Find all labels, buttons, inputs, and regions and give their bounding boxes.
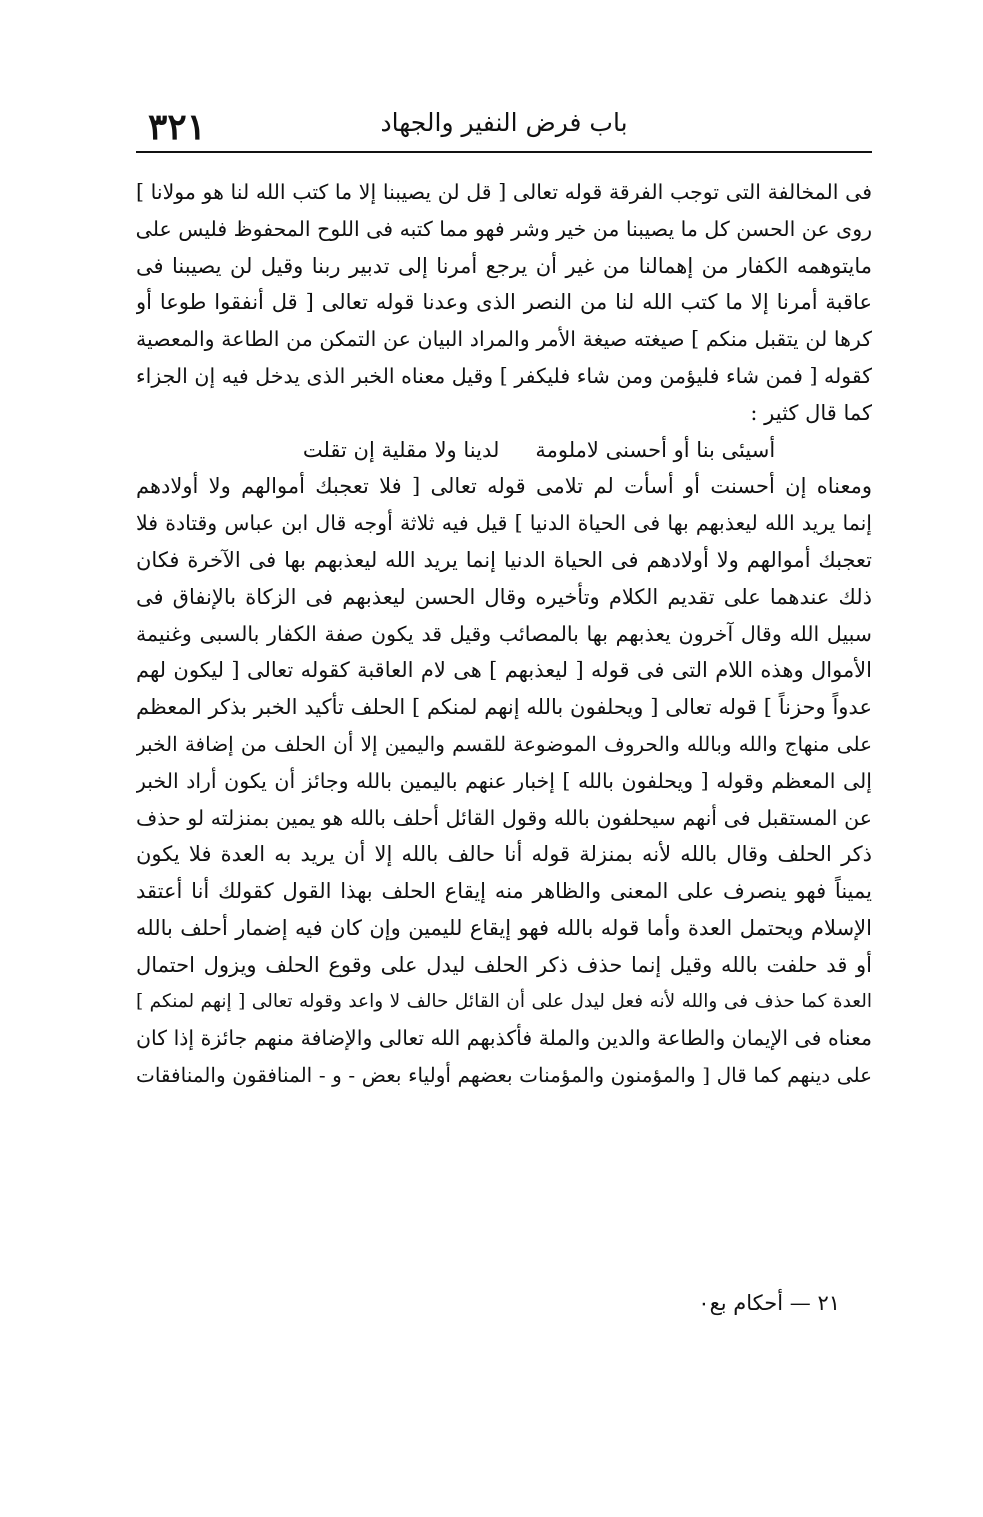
verse-line	[136, 432, 872, 469]
text-line: أو قد حلفت بالله وقيل إنما حذف ذكر الحلف ليدل على وقوع الحلف ويزول احتمال	[136, 952, 872, 977]
text-line: فى المخالفة التى توجب الفرقة قوله تعالى [ قل لن يصيبنا إلا ما كتب الله لنا هو مولانا ]	[136, 180, 872, 204]
text-line: العدة كما حذف فى والله لأنه فعل ليدل على أن القائل حالف لا واعد وقوله تعالى [ إنهم لمنكم ]	[136, 990, 872, 1012]
page-footer-signature: ٢١ — أحكام بع٠	[698, 1291, 840, 1315]
text-line: ذكر الحلف وقال بالله لأنه بمنزلة قوله أنا حالف بالله إلا أن يريد به العدة فلا يكون	[136, 842, 872, 867]
body-text	[136, 174, 872, 1094]
text-line: عدواً وحزناً ] قوله تعالى [ ويحلفون بالله إنهم لمنكم ] الحلف تأكيد الخبر بذكر المعظم	[136, 695, 872, 720]
header-rule	[136, 151, 872, 153]
text-line: مايتوهمه الكفار من إهمالنا من غير أن يرجع أمرنا إلى تدبير ربنا وقيل لن يصيبنا فى	[136, 253, 872, 278]
text-line: على منهاج والله وبالله والحروف الموضوعة للقسم واليمين إلا أن الحلف من إضافة الخبر	[136, 731, 872, 756]
text-line: روى عن الحسن كل ما يصيبنا من خير وشر فهو مما كتبه فى اللوح المحفوظ فليس على	[136, 216, 872, 241]
page-header	[138, 100, 870, 150]
text-line: كما قال كثير :	[750, 400, 872, 425]
running-title: باب فرض النفير والجهاد	[380, 108, 628, 137]
text-line: يميناً فهو ينصرف على المعنى والظاهر منه إيقاع الحلف بهذا القول كقولك أنا أعتقد	[136, 879, 872, 904]
text-line: سبيل الله وقال آخرون يعذبهم بها بالمصائب وقيل قد يكون صفة الكفار بالسبى وغنيمة	[136, 621, 872, 646]
text-line: إلى المعظم وقوله [ ويحلفون بالله ] إخبار عنهم باليمين بالله وجائز أن يكون أراد الخبر	[136, 768, 872, 793]
text-line: الإسلام ويحتمل العدة وأما قوله بالله فهو إيقاع لليمين وإن كان فيه إضمار أحلف بالله	[136, 915, 872, 940]
text-line: كرها لن يتقبل منكم ] صيغته صيغة الأمر والمراد البيان عن التمكن من الطاعة والمعصية	[136, 327, 872, 352]
text-line: ومعناه إن أحسنت أو أسأت لم تلامى قوله تعالى [ فلا تعجبك أموالهم ولا أولادهم	[136, 474, 872, 499]
text-line: عاقبة أمرنا إلا ما كتب الله لنا من النصر الذى وعدنا قوله تعالى [ قل أنفقوا طوعا أو	[136, 290, 872, 315]
text-line: عن المستقبل فى أنهم سيحلفون بالله وقول القائل أحلف بالله هو يمين بمنزلته لو حذف	[136, 805, 872, 830]
text-line: معناه فى الإيمان والطاعة والدين والملة فأكذبهم الله تعالى والإضافة منهم جائزة إذا كان	[136, 1026, 872, 1051]
page-number: ٣٢١	[148, 106, 207, 148]
text-line: على دينهم كما قال [ والمؤمنون والمؤمنات بعضهم أولياء بعض - و - المنافقون والمنافقات	[136, 1063, 872, 1088]
verse-first-hemistich: أسيئى بنا أو أحسنى لاملومة	[535, 437, 776, 462]
text-line: الأموال وهذه اللام التى فى قوله [ ليعذبهم ] هى لام العاقبة كقوله تعالى [ ليكون لهم	[136, 658, 872, 683]
text-line: ذلك عندهما على تقديم الكلام وتأخيره وقال الحسن ليعذبهم فى الزكاة بالإنفاق فى	[136, 584, 872, 609]
verse-second-hemistich: لدينا ولا مقلية إن تقلت	[302, 437, 500, 462]
text-line: كقوله [ فمن شاء فليؤمن ومن شاء فليكفر ] وقيل معناه الخبر الذى يدخل فيه إن الجزاء	[136, 363, 872, 388]
text-line: إنما يريد الله ليعذبهم بها فى الحياة الدنيا ] قيل فيه ثلاثة أوجه قال ابن عباس وقتادة فلا	[136, 511, 872, 536]
text-line: تعجبك أموالهم ولا أولادهم فى الحياة الدنيا إنما يريد الله ليعذبهم بها فى الآخرة فكان	[136, 547, 872, 572]
